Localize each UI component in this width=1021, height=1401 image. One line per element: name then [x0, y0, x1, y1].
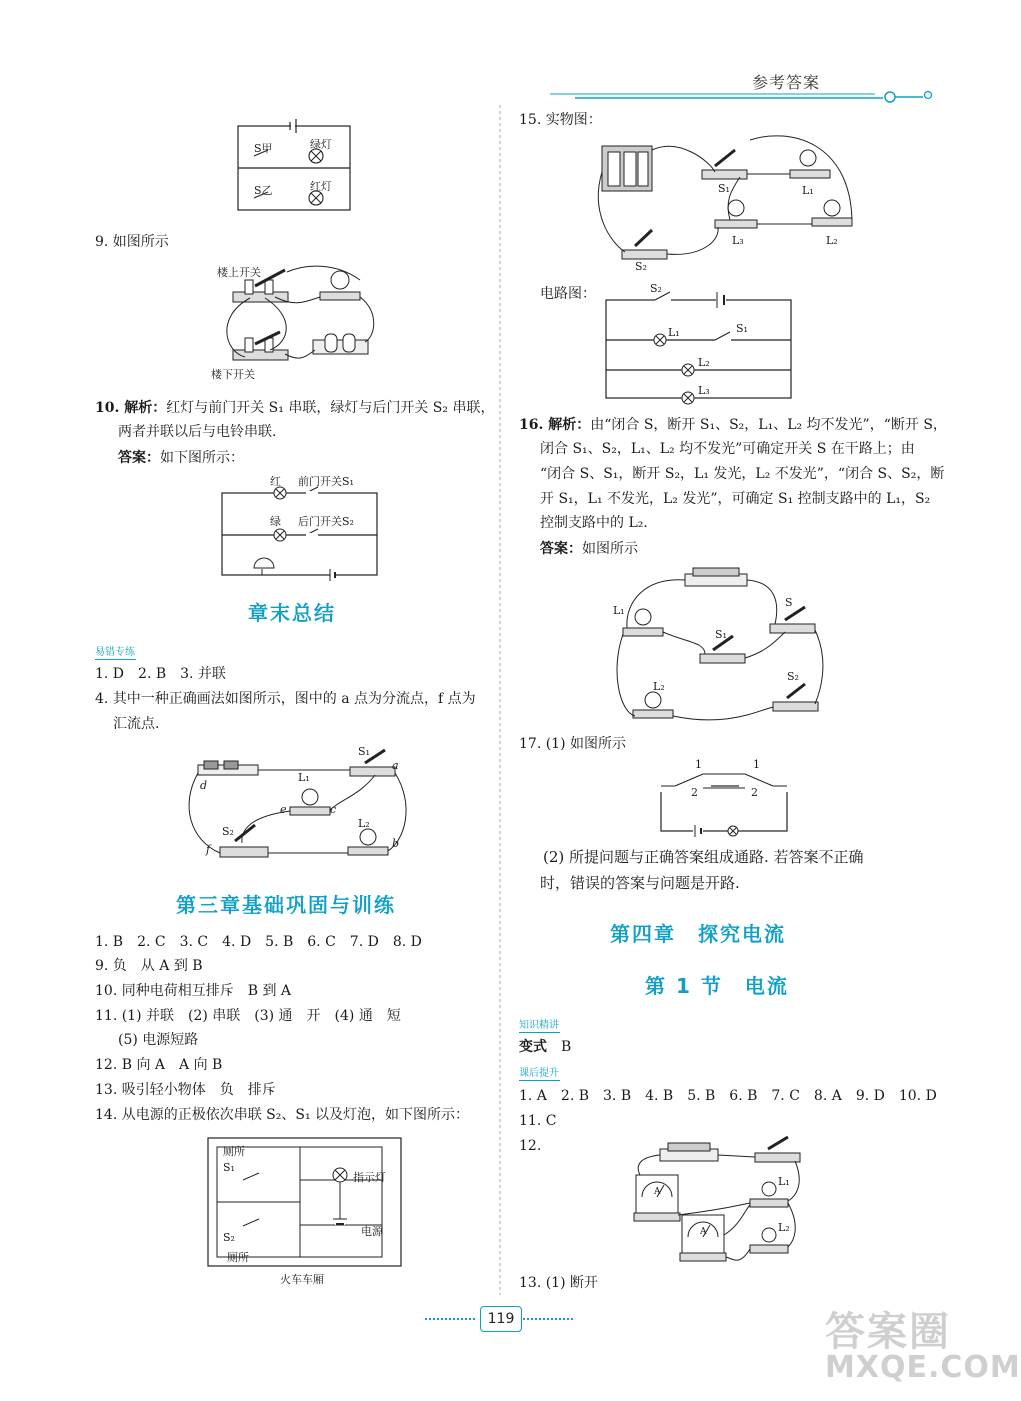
figure-staircase-switches	[205, 262, 385, 381]
tag-knowledge: 知识精讲	[519, 1016, 560, 1033]
label-s1-15: S₁	[718, 182, 730, 195]
label-ammeter-2: A	[700, 1227, 707, 1237]
page-header-title: 参考答案	[752, 73, 821, 92]
label-front-door-switch: 前门开关S₁	[298, 475, 354, 488]
q16-line5: 控制支路中的 L₂.	[540, 515, 648, 531]
label-s2-16: S₂	[787, 670, 799, 683]
label-l3-15: L₃	[732, 234, 744, 247]
label-l2: L₂	[358, 817, 370, 830]
answer-13: 13. 吸引轻小物体 负 排斥	[95, 1082, 276, 1098]
q4-line2: 汇流点.	[113, 716, 160, 732]
label-l1: L₁	[298, 771, 310, 784]
q16-answer: 答案：如图所示	[540, 541, 638, 557]
figure-train-toilet-circuit	[205, 1135, 405, 1286]
q9-text: 9. 如图所示	[95, 234, 169, 250]
label-l2-12: L₂	[778, 1221, 790, 1234]
figure-16-physical	[605, 562, 835, 732]
label-downstairs-switch: 楼下开关	[211, 368, 255, 381]
tag-after-class: 课后提升	[519, 1064, 560, 1081]
label-2b: 2	[751, 786, 758, 799]
label-1b: 1	[753, 758, 760, 771]
label-train-car: 火车车厢	[280, 1273, 324, 1286]
q16-line2: 闭合 S₁、S₂，L₁、L₂ 均不发光”可确定开关 S 在干路上；由	[540, 441, 915, 457]
label-toilet-2: 厕所	[227, 1251, 249, 1264]
label-upstairs-switch: 楼上开关	[217, 266, 261, 279]
watermark-top: 答案圈	[825, 1309, 951, 1355]
q16-line3: “闭合 S、S₁，断开 S₂，L₁ 发光，L₂ 不发光”，“闭合 S、S₂，断	[540, 466, 945, 482]
label-s1-16: S₁	[715, 628, 727, 641]
label-l1-15: L₁	[802, 184, 814, 197]
chapter3-title: 第三章基础巩固与训练	[176, 893, 396, 917]
label-s-jia: S甲	[254, 142, 273, 155]
figure-parallel-circuit-4	[180, 745, 405, 865]
answer-9: 9. 负 从 A 到 B	[95, 958, 203, 974]
label-s-16: S	[785, 596, 793, 609]
answer-11-line2: (5) 电源短路	[118, 1032, 199, 1048]
label-l1-12: L₁	[778, 1175, 790, 1188]
q10-line1: 10. 解析：红灯与前门开关 S₁ 串联，绿灯与后门开关 S₂ 串联，	[95, 400, 495, 416]
q10-line2: 两者并联以后与电铃串联.	[118, 424, 277, 440]
label-1a: 1	[695, 758, 702, 771]
answer-10: 10. 同种电荷相互排斥 B 到 A	[95, 983, 292, 999]
label-s-yi: S乙	[254, 184, 273, 197]
figure-12-ammeter	[630, 1135, 805, 1265]
q16-line1: 16. 解析：由“闭合 S，断开 S₁、S₂，L₁、L₂ 均不发光”，“断开 S，	[519, 417, 947, 433]
label-l1-15b: L₁	[668, 326, 680, 339]
label-e: e	[280, 803, 287, 816]
label-ammeter-1: A	[654, 1187, 661, 1197]
label-s2-14: S₂	[223, 1231, 235, 1244]
page-number: 119	[480, 1306, 522, 1332]
answers-b-1-10: 1. A 2. B 3. B 4. B 5. B 6. B 7. C 8. A 9. D 10. D	[519, 1088, 937, 1104]
figure-17-circuit	[655, 758, 795, 838]
q17-part2-line2: 时，错误的答案与问题是开路.	[540, 874, 740, 892]
label-power-source: 电源	[361, 1225, 383, 1238]
answer-b11: 11. C	[519, 1113, 557, 1129]
label-a: a	[392, 759, 399, 772]
label-red: 红	[270, 475, 281, 488]
label-l2-15: L₂	[826, 234, 838, 247]
label-f: f	[206, 843, 211, 856]
label-s1-14: S₁	[223, 1161, 235, 1174]
tag-error-practice: 易错专练	[95, 643, 136, 660]
label-s1-15b: S₁	[736, 322, 748, 335]
label-toilet-1: 厕所	[223, 1145, 245, 1158]
answer-11-line1: 11. (1) 并联 (2) 串联 (3) 通 开 (4) 通 短	[95, 1008, 401, 1024]
answers-1-8: 1. B 2. C 3. C 4. D 5. B 6. C 7. D 8. D	[95, 934, 422, 950]
q10-answer: 答案：如下图所示：	[118, 450, 244, 466]
label-l1-16: L₁	[613, 604, 625, 617]
answer-14: 14. 从电源的正极依次串联 S₂、S₁ 以及灯泡，如下图所示：	[95, 1107, 470, 1123]
watermark-bottom: MXQE.COM	[825, 1350, 1021, 1385]
label-d: d	[200, 779, 208, 792]
label-back-door-switch: 后门开关S₂	[298, 515, 354, 528]
label-indicator: 指示灯	[353, 1171, 386, 1184]
answer-b12: 12.	[519, 1138, 542, 1154]
answer-b13: 13. (1) 断开	[519, 1275, 598, 1291]
header-rule	[545, 86, 940, 106]
label-green-light: 绿灯	[310, 138, 332, 151]
label-red-light: 红灯	[310, 180, 332, 193]
chapter-summary-title: 章末总结	[248, 601, 336, 625]
label-s2-15: S₂	[635, 260, 647, 273]
figure-door-bell-circuit	[218, 473, 383, 583]
label-c: c	[330, 803, 337, 816]
figure-15-circuit	[600, 284, 800, 404]
label-l3-15b: L₃	[698, 384, 710, 397]
figure-light-circuit	[230, 118, 360, 218]
column-divider	[499, 105, 502, 1295]
q4-line1: 4. 其中一种正确画法如图所示，图中的 a 点为分流点，f 点为	[95, 691, 476, 707]
label-b: b	[392, 837, 400, 850]
label-l2-16: L₂	[653, 680, 665, 693]
chapter4-title: 第四章 探究电流	[610, 922, 786, 946]
section1-title: 第 1 节 电流	[645, 974, 789, 998]
circuit-diagram-label: 电路图：	[540, 286, 596, 302]
label-l2-15b: L₂	[698, 356, 710, 369]
label-s2: S₂	[222, 825, 234, 838]
q17-part2-line1: (2) 所提问题与正确答案组成通路. 若答案不正确	[543, 848, 864, 866]
answer-12: 12. B 向 A A 向 B	[95, 1057, 223, 1073]
label-green: 绿	[270, 515, 281, 528]
answers-1-3: 1. D 2. B 3. 并联	[95, 666, 226, 682]
label-2a: 2	[691, 786, 698, 799]
q16-line4: 开 S₁，L₁ 不发光，L₂ 发光”，可确定 S₁ 控制支路中的 L₁，S₂	[540, 491, 931, 507]
q17-part1: 17. (1) 如图所示	[519, 736, 626, 752]
q15-text: 15. 实物图：	[519, 112, 602, 128]
variant-answer: 变式 B	[519, 1039, 572, 1055]
figure-15-physical	[590, 132, 865, 272]
label-s2-15b: S₂	[650, 282, 662, 295]
label-s1: S₁	[358, 745, 370, 758]
